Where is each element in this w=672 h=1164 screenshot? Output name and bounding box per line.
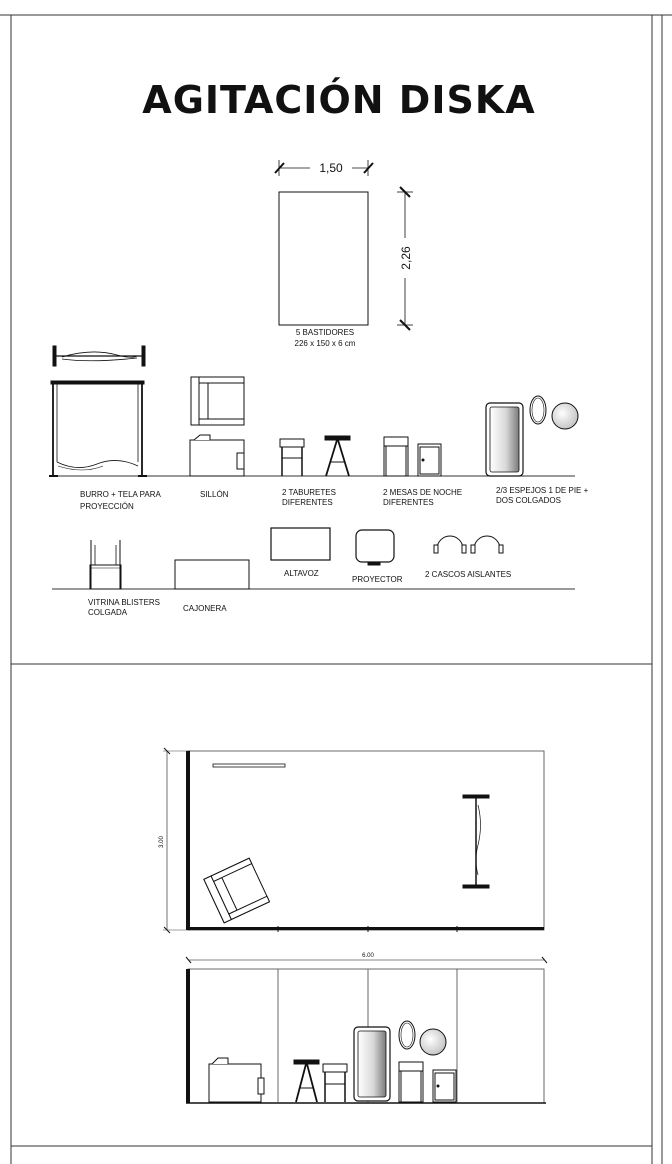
vitrina-label-line2: COLGADA [88,608,128,617]
sheet-title: AGITACIÓN DISKA [142,78,536,122]
plan-dim-side-label: 3.00 [159,836,165,848]
vitrina-label-line1: VITRINA BLISTERS [88,598,161,607]
bastidor-panel [275,160,413,348]
burro-icon [49,346,147,476]
floor-plan [159,748,544,933]
altavoz-label: ALTAVOZ [284,569,319,578]
mesas-label-line2: DIFERENTES [383,498,434,507]
armchair-icon [190,377,244,476]
elevation-view [186,953,547,1103]
dim-width-label: 1,50 [319,161,343,175]
panel-caption-line2: 226 x 150 x 6 cm [294,339,356,348]
espejos-label-line1: 2/3 ESPEJOS 1 DE PIE + [496,486,589,495]
dim-height-label: 2,26 [399,246,413,270]
mesas-label-line1: 2 MESAS DE NOCHE [383,488,463,497]
proyector-label: PROYECTOR [352,575,403,584]
display-case-icon [90,540,121,589]
cajonera-label: CAJONERA [183,604,227,613]
cascos-label: 2 CASCOS AISLANTES [425,570,512,579]
stools-icon [280,436,350,476]
taburetes-label-line1: 2 TABURETES [282,488,336,497]
projector-icon [356,530,394,565]
taburetes-label-line2: DIFERENTES [282,498,333,507]
sillon-label: SILLÓN [200,490,229,499]
panel-caption-line1: 5 BASTIDORES [295,328,355,337]
burro-label-line2: PROYECCIÓN [80,502,134,511]
burro-label-line1: BURRO + TELA PARA [80,490,161,499]
espejos-label-line2: DOS COLGADOS [496,496,561,505]
plan-dim-length-label: 6.00 [362,953,374,959]
mirrors-icon [486,396,578,476]
headphones-icon [434,536,503,553]
chest-of-drawers-icon [175,560,249,589]
speaker-icon [271,528,330,560]
nightstands-icon [384,437,441,476]
